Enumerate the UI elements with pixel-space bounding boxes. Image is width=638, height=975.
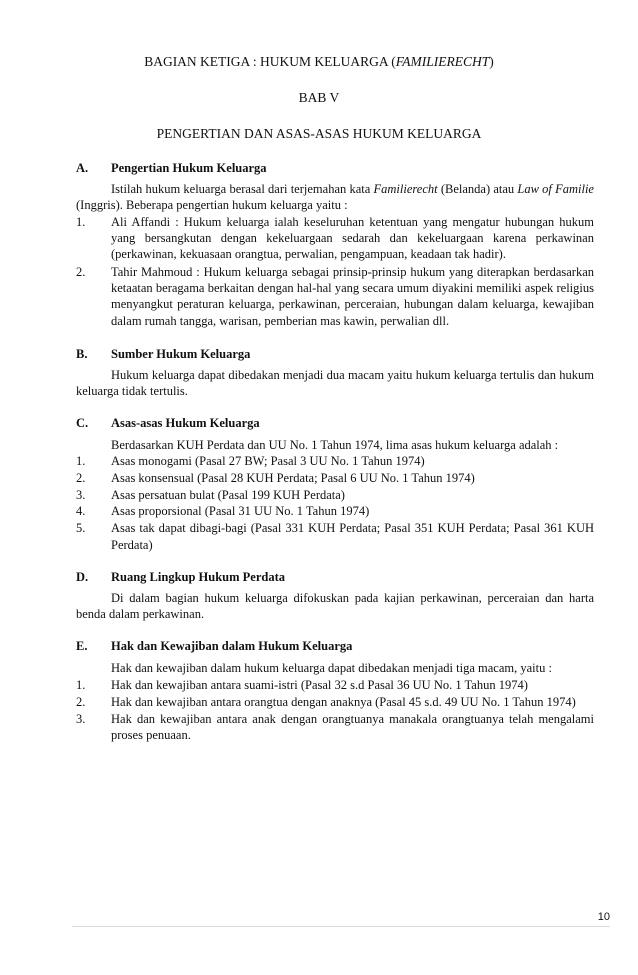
part-title: [0, 54, 638, 70]
section-b-paragraph-line: keluarga tidak tertulis.: [76, 384, 188, 398]
section-e-title: Hak dan Kewajiban dalam Hukum Keluarga: [111, 639, 353, 653]
section-b-title: Sumber Hukum Keluarga: [111, 347, 251, 361]
section-e-item-number: 1.: [76, 678, 86, 692]
section-a-item-1-number: 1.: [76, 215, 86, 229]
section-b-paragraph-line: Hukum keluarga dapat dibedakan menjadi dua macam yaitu hukum keluarga tertulis dan hukum: [111, 368, 594, 382]
section-c-item-text-continued: Perdata): [111, 538, 153, 552]
section-c-item-number: 3.: [76, 488, 86, 502]
section-e-item-number: 2.: [76, 695, 86, 709]
section-c-item-text: Asas proporsional (Pasal 31 UU No. 1 Tahun 1974): [111, 504, 370, 518]
section-d-paragraph-line: benda dalam perkawinan.: [76, 607, 205, 621]
section-c-item-text: Asas monogami (Pasal 27 BW; Pasal 3 UU No. 1 Tahun 1974): [111, 454, 425, 468]
section-c-item-number: 2.: [76, 471, 86, 485]
section-e-item-text-continued: proses penuaan.: [111, 728, 191, 742]
section-c-title: Asas-asas Hukum Keluarga: [111, 416, 260, 430]
chapter-title: BAB V: [298, 90, 340, 105]
part-title-text: BAGIAN KETIGA : HUKUM KELUARGA (: [144, 54, 396, 69]
section-a-intro-line-2: (Inggris). Beberapa pengertian hukum keluarga yaitu :: [76, 198, 348, 212]
section-d-title: Ruang Lingkup Hukum Perdata: [111, 570, 286, 584]
section-e-letter: E.: [76, 639, 88, 653]
section-d-letter: D.: [76, 570, 89, 584]
section-a-letter: A.: [76, 161, 89, 175]
section-e-item-text: Hak dan kewajiban antara orangtua dengan anaknya (Pasal 45 s.d. 49 UU No. 1 Tahun 1974): [111, 695, 576, 709]
section-a-item-2-line: dalam rumah tangga, warisan, pemberian mas kawin, perwalian dll.: [111, 314, 450, 328]
intro-text: (Belanda) atau: [437, 182, 518, 196]
page-number: 10: [597, 911, 610, 923]
section-d-paragraph-line: Di dalam bagian hukum keluarga difokuskan pada kajian perkawinan, perceraian dan harta: [111, 591, 594, 605]
section-a-item-1-line: (perkawinan, kekuasaan orangtua, perwalian, pengampuan, keadaan tak hadir).: [111, 247, 506, 261]
section-c-item-text: Asas tak dapat dibagi-bagi (Pasal 331 KUH Perdata; Pasal 351 KUH Perdata; Pasal 361 KUH: [111, 521, 594, 535]
section-c-intro: Berdasarkan KUH Perdata dan UU No. 1 Tahun 1974, lima asas hukum keluarga adalah :: [111, 438, 559, 452]
chapter-subtitle: PENGERTIAN DAN ASAS-ASAS HUKUM KELUARGA: [156, 126, 482, 141]
section-a-title: Pengertian Hukum Keluarga: [111, 161, 267, 175]
footer-divider: [72, 926, 610, 927]
section-a-item-2-line: menyangkut peraturan keluarga, perkawinan, perceraian, hubungan dalam keluarga, kewajiban: [111, 297, 594, 311]
intro-term-law-of-familie: Law of Familie: [517, 182, 594, 196]
section-c-item-text: Asas konsensual (Pasal 28 KUH Perdata; Pasal 6 UU No. 1 Tahun 1974): [111, 471, 475, 485]
section-a-intro-line-1: [111, 181, 594, 197]
section-a-item-2-number: 2.: [76, 265, 86, 279]
section-c-item-number: 4.: [76, 504, 86, 518]
section-c-item-text: Asas persatuan bulat (Pasal 199 KUH Perdata): [111, 488, 345, 502]
part-title-italic: FAMILIERECHT: [395, 54, 490, 69]
section-e-item-text: Hak dan kewajiban antara anak dengan orangtuanya manakala orangtuanya telah mengalami: [111, 712, 594, 726]
section-a-item-1-line: yang bersangkutan dengan kekeluargaan sedarah dan kekeluargaan karena perkawinan: [111, 231, 594, 245]
section-c-letter: C.: [76, 416, 89, 430]
section-a-item-2-line: Tahir Mahmoud : Hukum keluarga sebagai prinsip-prinsip hukum yang diterapkan berdasarkan: [111, 265, 594, 279]
section-b-letter: B.: [76, 347, 88, 361]
section-c-item-number: 5.: [76, 521, 86, 535]
part-title-close: ): [489, 54, 494, 69]
intro-term-familierecht: Familierecht: [373, 182, 438, 196]
section-e-item-text: Hak dan kewajiban antara suami-istri (Pasal 32 s.d Pasal 36 UU No. 1 Tahun 1974): [111, 678, 528, 692]
section-a-item-1-line: Ali Affandi : Hukum keluarga ialah keseluruhan ketentuan yang mengatur hubungan hukum: [111, 215, 594, 229]
intro-text: Istilah hukum keluarga berasal dari terjemahan kata: [111, 182, 374, 196]
section-a-item-2-line: ketaatan beragama berkaitan dengan hal-hal yang secara umum diyakini memiliki aspek religius: [111, 281, 594, 295]
section-e-intro: Hak dan kewajiban dalam hukum keluarga dapat dibedakan menjadi tiga macam, yaitu :: [111, 661, 552, 675]
section-e-item-number: 3.: [76, 712, 86, 726]
section-c-item-number: 1.: [76, 454, 86, 468]
